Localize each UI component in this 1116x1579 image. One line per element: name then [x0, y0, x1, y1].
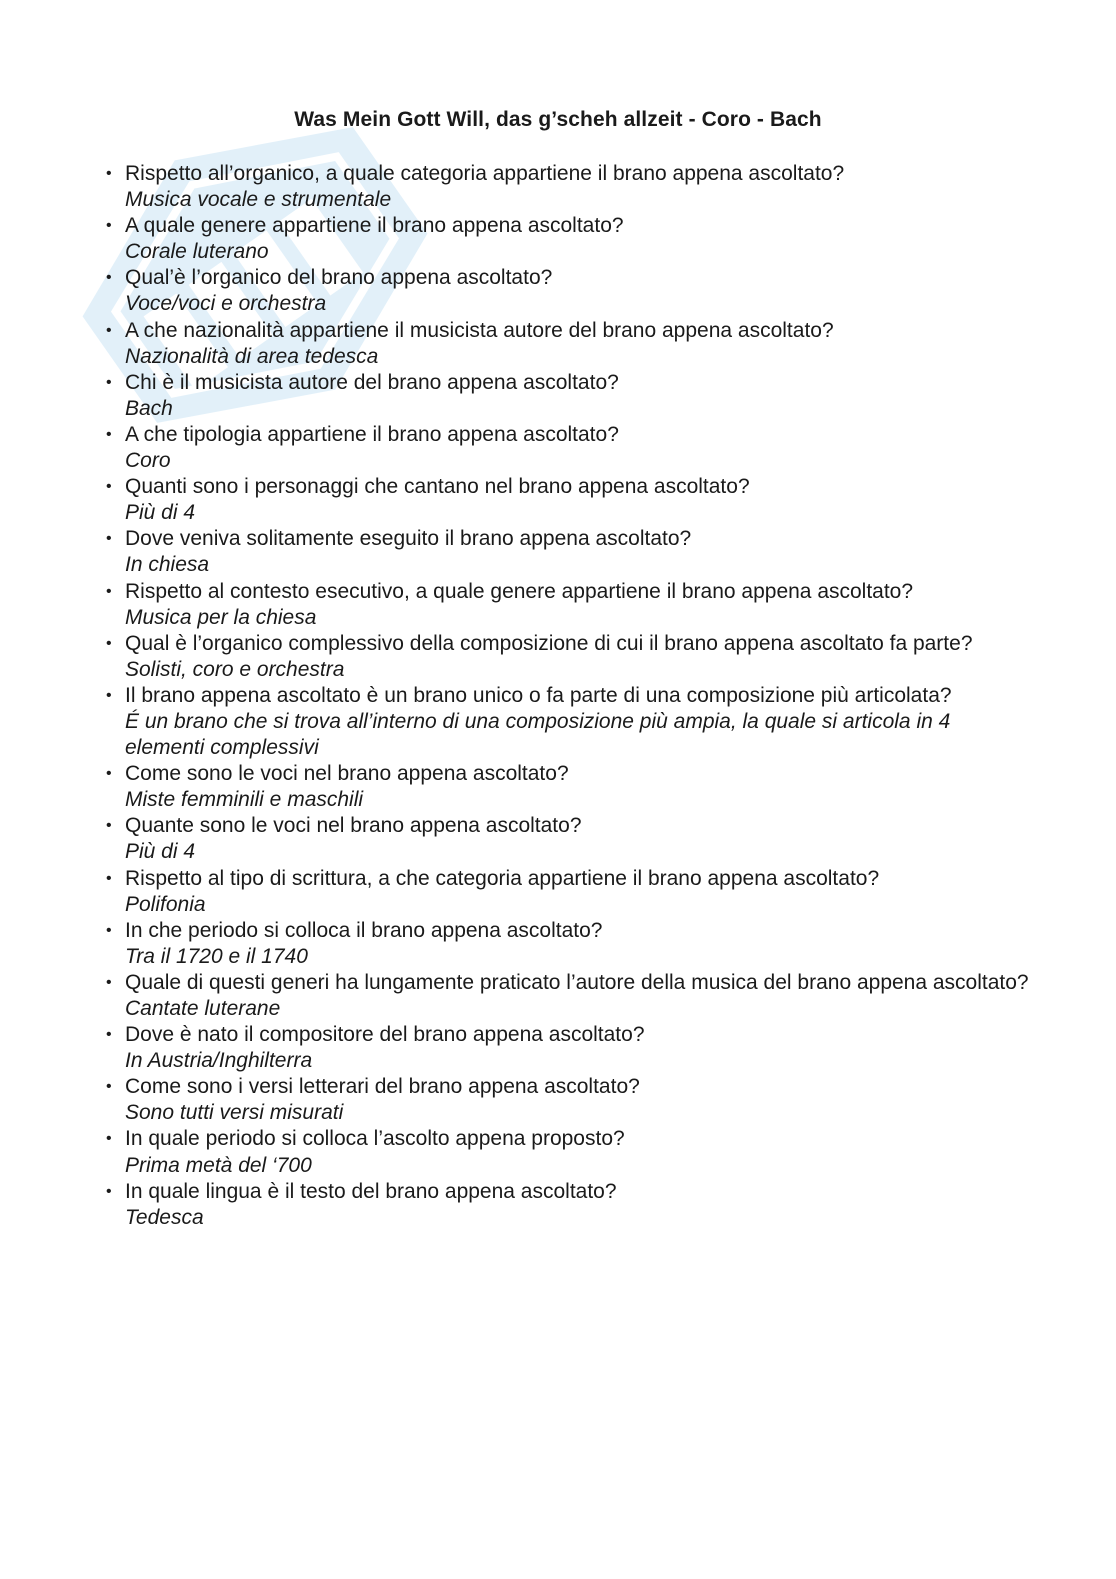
question-text: Rispetto al tipo di scrittura, a che categoria appartiene il brano appena ascoltato? — [125, 866, 880, 890]
question-text: Dove è nato il compositore del brano appena ascoltato? — [125, 1023, 645, 1047]
question-text: A che nazionalità appartiene il musicista autore del brano appena ascoltato? — [125, 318, 834, 342]
answer-text: Bach — [125, 396, 173, 420]
answer-text: Cantate luterane — [125, 997, 281, 1020]
list-item — [101, 631, 1031, 683]
question-text: Il brano appena ascoltato è un brano unico o fa parte di una composizione più articolata? — [125, 683, 952, 707]
answer-text: Solisti, coro e orchestra — [125, 657, 345, 681]
list-item — [101, 318, 1031, 370]
question-text: Rispetto all’organico, a quale categoria appartiene il brano appena ascoltato? — [125, 162, 845, 185]
question-text: In quale lingua è il testo del brano appena ascoltato? — [125, 1179, 617, 1203]
answer-text: Corale luterano — [125, 240, 269, 264]
question-text: In che periodo si colloca il brano appena ascoltato? — [125, 918, 603, 942]
bullet-icon: • — [106, 269, 112, 287]
bullet-icon: • — [106, 1182, 112, 1200]
answer-text: Prima metà del ‘700 — [125, 1153, 312, 1177]
list-item — [101, 1074, 1031, 1126]
list-item — [101, 918, 1031, 970]
bullet-icon: • — [106, 817, 112, 835]
bullet-icon: • — [106, 1026, 112, 1044]
question-list — [101, 161, 1031, 1231]
answer-text: Sono tutti versi misurati — [125, 1101, 344, 1125]
bullet-icon: • — [106, 973, 112, 991]
bullet-icon: • — [106, 373, 112, 391]
list-item — [101, 1126, 1031, 1178]
bullet-icon: • — [106, 425, 112, 443]
bullet-icon: • — [106, 165, 112, 182]
bullet-icon: • — [106, 1078, 112, 1096]
answer-text: Nazionalità di area tedesca — [125, 344, 379, 368]
answer-text: Musica per la chiesa — [125, 605, 317, 629]
question-text: In quale periodo si colloca l’ascolto appena proposto? — [125, 1127, 625, 1151]
question-text: Qual’è l’organico del brano appena ascoltato? — [125, 266, 553, 290]
bullet-icon: • — [106, 217, 112, 235]
list-item — [101, 161, 1031, 213]
answer-text: Musica vocale e strumentale — [125, 188, 392, 212]
answer-text: Coro — [125, 449, 171, 473]
question-text: Qual è l’organico complessivo della composizione di cui il brano appena ascoltato fa parte? — [125, 631, 973, 655]
bullet-icon: • — [106, 686, 112, 704]
bullet-icon: • — [106, 530, 112, 548]
question-text: Rispetto al contesto esecutivo, a quale genere appartiene il brano appena ascoltato? — [125, 579, 914, 603]
list-item — [101, 579, 1031, 631]
list-item — [101, 213, 1031, 265]
question-text: Quante sono le voci nel brano appena ascoltato? — [125, 814, 582, 838]
bullet-icon: • — [106, 478, 112, 496]
bullet-icon: • — [106, 921, 112, 939]
bullet-icon: • — [106, 1130, 112, 1148]
bullet-icon: • — [106, 765, 112, 783]
question-text: Come sono le voci nel brano appena ascoltato? — [125, 762, 569, 786]
list-item — [101, 683, 1031, 761]
bullet-icon: • — [106, 321, 112, 339]
list-item — [101, 1179, 1031, 1231]
list-item — [101, 1022, 1031, 1074]
answer-text: Tedesca — [125, 1205, 204, 1229]
list-item — [101, 970, 1031, 1022]
answer-text: Più di 4 — [125, 840, 196, 864]
question-text: A quale genere appartiene il brano appena ascoltato? — [125, 214, 624, 238]
answer-text: Tra il 1720 e il 1740 — [125, 944, 308, 968]
list-item — [101, 474, 1031, 526]
answer-text: Più di 4 — [125, 501, 196, 525]
list-item — [101, 526, 1031, 578]
question-text: Quale di questi generi ha lungamente praticato l’autore della musica del brano appena ascoltato? — [125, 970, 1029, 994]
answer-text: É un brano che si trova all’interno di una composizione più ampia, la quale si articola in 4 elementi complessivi — [125, 709, 951, 760]
list-item — [101, 422, 1031, 474]
list-item — [101, 370, 1031, 422]
answer-text: In Austria/Inghilterra — [125, 1049, 313, 1073]
question-text: A che tipologia appartiene il brano appena ascoltato? — [125, 422, 619, 446]
answer-text: Miste femminili e maschili — [125, 788, 364, 812]
question-text: Quanti sono i personaggi che cantano nel brano appena ascoltato? — [125, 475, 750, 499]
list-item — [101, 761, 1031, 813]
bullet-icon: • — [106, 869, 112, 887]
document-title: Was Mein Gott Will, das g’scheh allzeit - Coro - Bach — [294, 108, 822, 131]
answer-text: Polifonia — [125, 892, 206, 916]
bullet-icon: • — [106, 634, 112, 652]
list-item — [101, 265, 1031, 317]
list-item — [101, 866, 1031, 918]
answer-text: In chiesa — [125, 553, 210, 577]
answer-text: Voce/voci e orchestra — [125, 292, 327, 316]
question-text: Chi è il musicista autore del brano appena ascoltato? — [125, 370, 619, 394]
question-text: Dove veniva solitamente eseguito il brano appena ascoltato? — [125, 527, 692, 551]
list-item — [101, 813, 1031, 865]
question-text: Come sono i versi letterari del brano appena ascoltato? — [125, 1075, 640, 1099]
bullet-icon: • — [106, 582, 112, 600]
